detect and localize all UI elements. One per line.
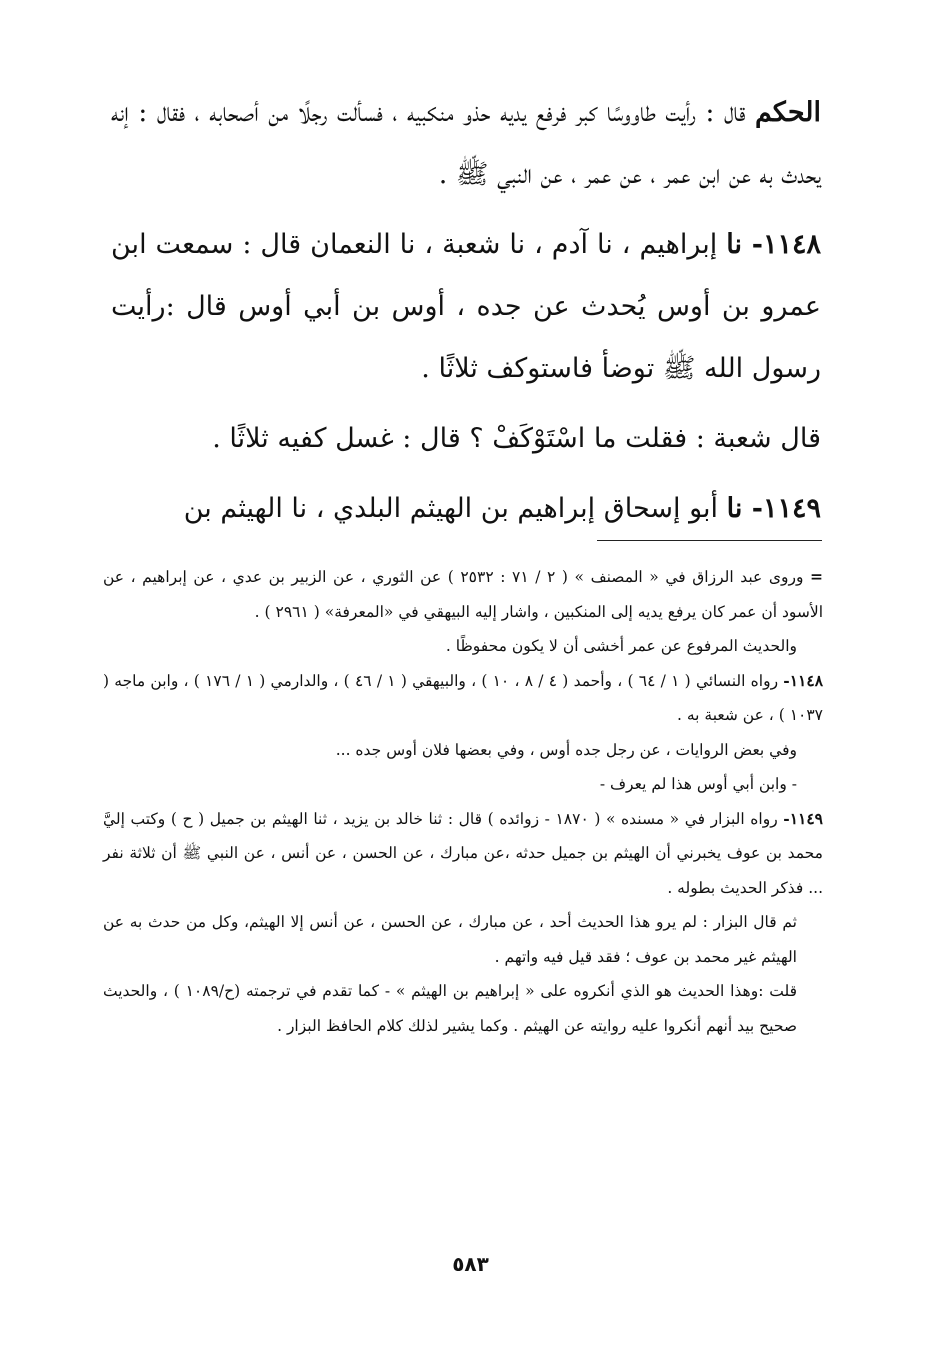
paragraph-1148 [111, 214, 821, 400]
footnote-marker: = [810, 567, 824, 586]
footnote-divider [597, 540, 822, 541]
footnote-line: وفي بعض الروايات ، عن رجل جده أوس ، وفي بعضها فلان أوس جده ... [335, 740, 797, 759]
footnote-1148 [103, 664, 823, 733]
hadith-number: ١١٤٨- نا [726, 229, 821, 260]
hadith-number: ١١٤٩- نا [726, 493, 821, 524]
footnote-line: - وابن أبي أوس هذا لم يعرف - [599, 775, 797, 793]
footnote-1149 [103, 802, 823, 906]
paragraph-lead: الحكم [754, 97, 821, 128]
paragraph-text: أبو إسحاق إبراهيم بن الهيثم البلدي ، نا الهيثم بن [183, 493, 727, 524]
footnote-continued [103, 560, 823, 629]
footnote-line: والحديث المرفوع عن عمر أخشى أن لا يكون محفوظًا . [445, 637, 797, 655]
footnote-line: قلت :وهذا الحديث هو الذي أنكروه على « إبراهيم بن الهيثم » - كما تقدم في ترجمته (ح/١٠٨٩ ) ، والحديث صحيح بيد أنهم أنكروا عليه روايته عن الهيثم . وكما يشير لذلك كلام الحافظ البزار . [103, 982, 797, 1035]
paragraph-1 [111, 82, 821, 206]
main-text [111, 82, 821, 540]
page-number: ٥٨٣ [452, 1252, 489, 1276]
paragraph-text: قال شعبة : فقلت ما اسْتَوْكَفْ ؟ قال : غسل كفيه ثلاثًا . [212, 423, 821, 454]
paragraph-shuba [111, 408, 821, 470]
footnote-text: وروى عبد الرزاق في « المصنف » ( ٢ / ٧١ : ٢٥٣٢ ) عن الثوري ، عن الزبير بن عدي ، عن إبراهيم ، عن الأسود أن عمر كان يرفع يديه إلى المنكبين ، واشار إليه البيهقي في «المعرفة» ( ٢٩٦١ ) . [103, 568, 823, 621]
footnote-marker: ١١٤٨- [783, 670, 824, 690]
footnote-text: رواه النسائي ( ١ / ٦٤ ) ، وأحمد ( ٤ / ٨ ، ١٠ ) ، والبيهقي ( ١ / ٤٦ ) ، والدارمي ( ١ / ١٧٦ ) ، وابن ماجه ( ١٠٣٧ ) ، عن شعبة به . [103, 671, 823, 724]
footnote-line: ثم قال البزار : لم يرو هذا الحديث أحد ، عن مبارك ، عن الحسن ، عن أنس إلا الهيثم، وكل من حدث به عن الهيثم غير محمد بن عوف ؛ فقد قيل فيه واتهم . [103, 913, 797, 966]
paragraph-text: إبراهيم ، نا آدم ، نا شعبة ، نا النعمان قال : سمعت ابن عمرو بن أوس يُحدث عن جده ، أوس بن أبي أوس قال :رأيت رسول الله ﷺ توضأ فاستوكف ثلاثًا . [111, 229, 821, 384]
paragraph-text: قال : رأيت طاووسًا كبر فرفع يديه حذو منكبيه ، فسألت رجلًا من أصحابه ، فقال : إنه يحدث به عن ابن عمر ، عن عمر ، عن النبي ﷺ . [111, 97, 821, 190]
footnote-marker: ١١٤٩- [783, 808, 823, 828]
footnotes [103, 560, 823, 1043]
footnote-text: رواه البزار في « مسنده » ( ١٨٧٠ - زوائده ) قال : ثنا خالد بن يزيد ، ثنا الهيثم بن جميل ( ح ) وكتب إليَّ محمد بن عوف يخبرني أن الهيثم بن جميل حدثه ،عن مبارك ، عن الحسن ، عن أنس ، عن النبي ﷺ أن ثلاثة نفر ... فذكر الحديث بطوله . [103, 809, 823, 897]
paragraph-1149 [111, 478, 821, 540]
